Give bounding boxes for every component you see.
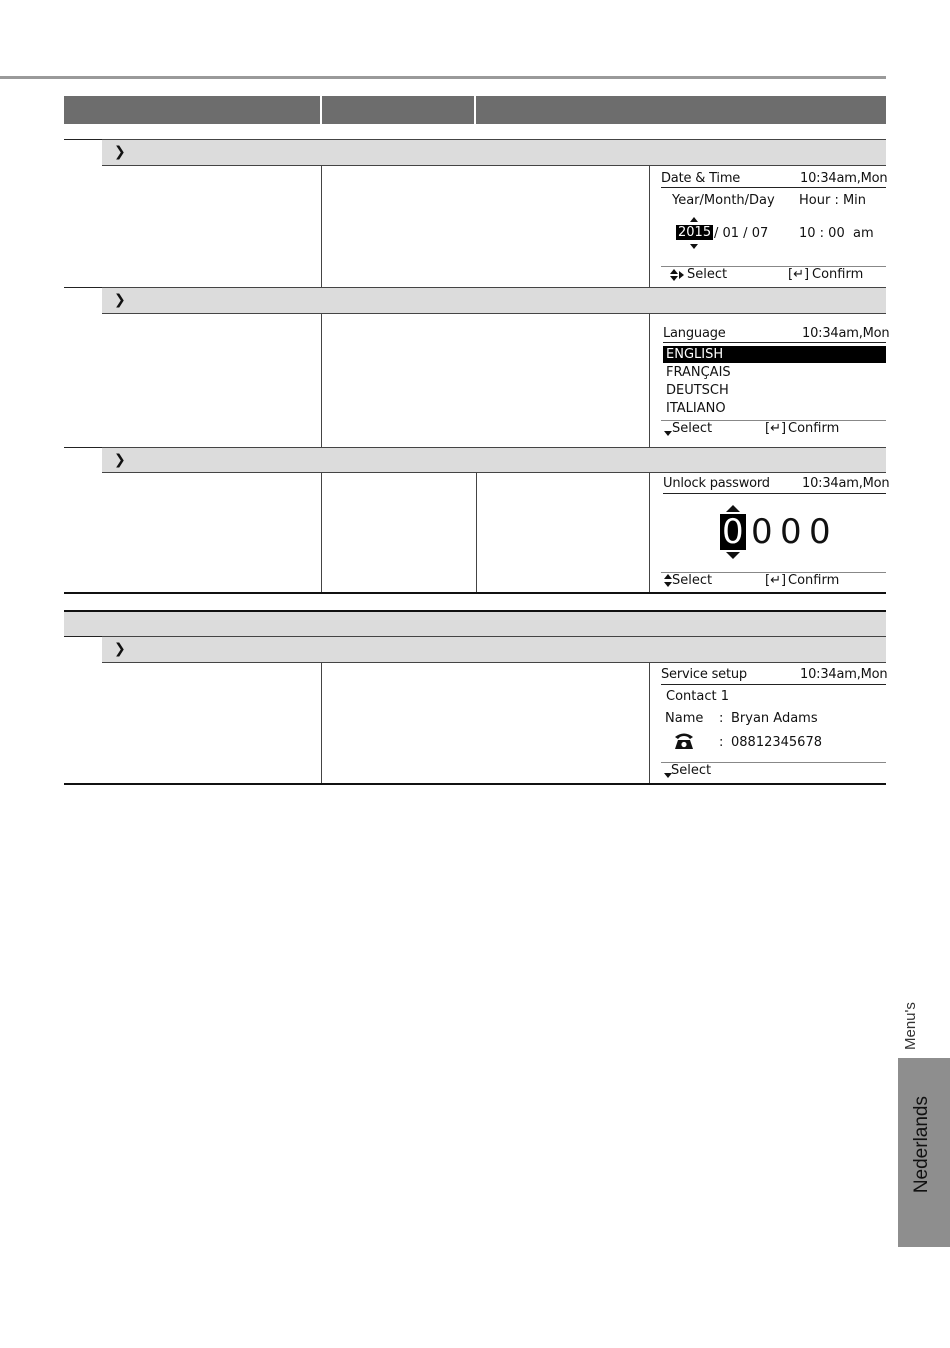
column-divider xyxy=(321,472,322,592)
screen-clock: 10:34am,Mon xyxy=(802,476,890,491)
submenu-row-service[interactable] xyxy=(102,636,886,663)
chevron-right-icon: ❯ xyxy=(114,452,126,468)
screen-title: Unlock password xyxy=(663,476,770,491)
table-bottom-rule xyxy=(64,783,886,785)
group-row xyxy=(64,612,886,636)
column-divider xyxy=(476,472,477,592)
column-divider xyxy=(321,165,322,287)
language-side-tab[interactable] xyxy=(898,1058,950,1247)
name-value: Bryan Adams xyxy=(731,711,818,726)
screen-clock: 10:34am,Mon xyxy=(800,667,888,682)
year-field[interactable]: 2015 xyxy=(678,225,712,240)
chevron-right-icon: ❯ xyxy=(114,292,126,308)
colon: : xyxy=(719,735,724,750)
enter-icon: [↵] xyxy=(788,267,810,282)
language-side-tab-label: Nederlands xyxy=(911,1096,932,1194)
screen-title: Date & Time xyxy=(661,171,741,186)
password-digit[interactable]: 0 xyxy=(751,512,773,552)
phone-value: 08812345678 xyxy=(731,735,822,750)
submenu-row-language[interactable] xyxy=(102,287,886,314)
decrement-arrow-icon[interactable] xyxy=(690,244,698,249)
chevron-right-icon: ❯ xyxy=(114,144,126,160)
down-arrow-icon xyxy=(664,431,672,436)
section-rule xyxy=(64,447,102,448)
title-underline xyxy=(661,684,886,685)
language-option[interactable]: DEUTSCH xyxy=(666,383,729,398)
password-digit: 0 xyxy=(722,512,744,552)
submenu-row-password[interactable] xyxy=(102,447,886,473)
telephone-icon xyxy=(673,731,695,750)
time-format-label: Hour : Min xyxy=(799,193,867,208)
down-arrow-icon xyxy=(670,276,678,281)
language-screen xyxy=(650,313,890,447)
confirm-hint: Confirm xyxy=(788,573,840,588)
column-divider xyxy=(321,313,322,447)
date-format-label: Year/Month/Day xyxy=(672,193,775,208)
section-side-label: Menu's xyxy=(902,1002,919,1050)
section-rule xyxy=(64,636,102,637)
month-day-field[interactable]: / 01 / 07 xyxy=(714,226,769,241)
top-rule xyxy=(0,76,886,79)
select-hint: Select xyxy=(672,573,713,588)
service-screen xyxy=(650,662,886,783)
right-arrow-icon xyxy=(679,271,684,279)
select-hint: Select xyxy=(672,421,713,436)
chevron-right-icon: ❯ xyxy=(114,641,126,657)
up-arrow-icon xyxy=(664,574,672,579)
date-time-screen xyxy=(650,165,886,287)
table-header-col-1 xyxy=(64,96,320,124)
name-label: Name xyxy=(665,711,704,726)
title-underline xyxy=(661,187,886,188)
title-underline xyxy=(663,342,886,343)
password-digit[interactable]: 0 xyxy=(780,512,802,552)
up-arrow-icon xyxy=(670,269,678,274)
enter-icon: [↵] xyxy=(765,421,787,436)
screen-title: Language xyxy=(663,326,726,341)
submenu-row-date-time[interactable] xyxy=(102,139,886,166)
section-rule xyxy=(64,287,102,288)
language-option[interactable]: FRANÇAIS xyxy=(666,365,731,380)
table-header-col-3 xyxy=(476,96,886,124)
screen-clock: 10:34am,Mon xyxy=(800,171,888,186)
column-divider xyxy=(321,662,322,783)
confirm-hint: Confirm xyxy=(788,421,840,436)
contact-label: Contact 1 xyxy=(666,689,729,704)
screen-title: Service setup xyxy=(661,667,747,682)
language-option-label: ENGLISH xyxy=(666,347,724,362)
password-digit[interactable]: 0 xyxy=(809,512,831,552)
table-header-col-2 xyxy=(322,96,474,124)
password-screen xyxy=(650,472,890,592)
confirm-hint: Confirm xyxy=(812,267,864,282)
title-underline xyxy=(663,493,886,494)
password-digit-selected[interactable] xyxy=(720,514,746,550)
language-option[interactable]: ITALIANO xyxy=(666,401,726,416)
screen-clock: 10:34am,Mon xyxy=(802,326,890,341)
table-bottom-rule xyxy=(64,592,886,594)
select-hint: Select xyxy=(687,267,728,282)
down-arrow-icon xyxy=(664,582,672,587)
increment-arrow-icon[interactable] xyxy=(690,217,698,222)
select-hint: Select xyxy=(671,763,712,778)
enter-icon: [↵] xyxy=(765,573,787,588)
increment-arrow-icon[interactable] xyxy=(726,505,740,512)
language-option-selected[interactable] xyxy=(663,346,886,363)
time-field[interactable]: 10 : 00 am xyxy=(799,226,874,241)
decrement-arrow-icon[interactable] xyxy=(726,552,740,559)
colon: : xyxy=(719,711,724,726)
